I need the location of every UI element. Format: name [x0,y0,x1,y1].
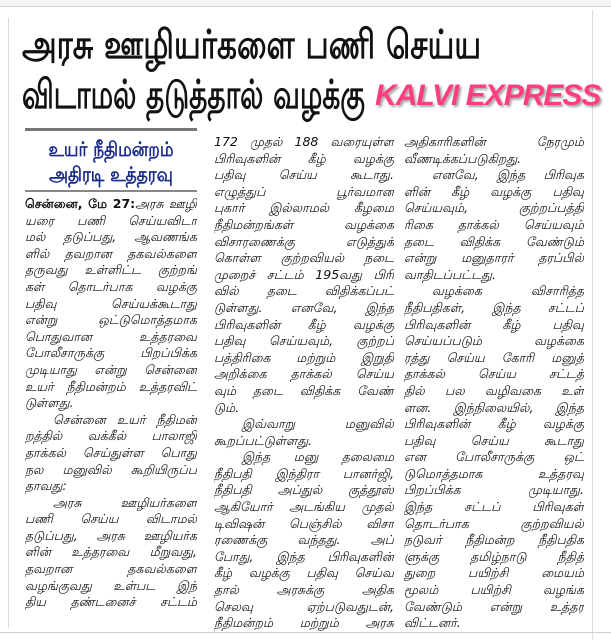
article-line: தில் பல வழிவகை உள் [404,382,584,398]
article-line: பத்திரிகை மற்றும் இறுதி [214,349,394,365]
article-line: விட்டனர். [404,615,461,631]
article-line: மூலம் பயிற்சி வழங்க [404,582,584,598]
article-line: முடியாது என்று சென்னை [25,361,197,377]
article-line: இவ்வாறு மனுவில் [242,416,394,432]
subheading-rule [25,128,197,131]
article-line: வாதிடப்பட்டது. [404,266,496,282]
article-line: டுமொத்தமாக உத்தரவு [404,465,584,481]
article-line: எனவே, இந்த பிரிவுக [432,167,584,183]
article-line [25,196,197,213]
article-line: 172 முதல் 188 வரையுள்ள [214,134,394,149]
subheading-line-1: உயர் நீதிமன்றம் [48,137,174,161]
headline-line-2: விடாமல் தடுத்தால் வழக்கு [22,72,365,118]
article-line: ரத்து செய்ய கோரி மனுத் [404,349,584,365]
subheading-bottom-rule [25,190,197,192]
article-line: ளுக்கு தமிழ்நாடு நீதித் [404,548,584,564]
article-line: துறை பயிற்சி மையம் [404,565,584,581]
article-line: ளின் கீழ் வழக்கு பதிவு [404,183,584,199]
article-line: நடுவர் நீதிமன்ற நீதிபதிக [404,532,584,548]
article-column-3 [404,134,584,632]
article-line: கள் தொடர்பாக வழக்கு [25,278,197,294]
article-column-2 [214,134,394,632]
article-line: புகார் இல்லாமல் கீழமை [214,200,394,216]
article-line: பதிவு செய்ய கூடாது. [214,167,394,183]
article-line: விசாரணைக்கு எடுத்துக் [214,233,394,249]
article-line: பணி செய்ய விடாமல் [25,511,197,527]
article-line: என போலீசாருக்கு ஒட் [404,449,584,465]
article-line: பொதுவான உத்தரவை [25,328,197,344]
article-line: இந்த மனு தலைமை [242,449,394,465]
article-line: திய தண்டனைச் சட்டம் [25,594,197,610]
article-line: செய்யவும், குற்றப்பத்தி [404,200,584,216]
article-line: கீழ் வழக்கு பதிவு செய்வ [214,565,394,581]
article-line: நீதிபதி அப்துல் குத்தூஸ் [214,482,394,498]
dateline: சென்னை, மே 27: [25,196,136,211]
article-line: வும் தடை விதிக்க வேண் [214,382,394,398]
article-line: டும். [214,399,240,415]
article-line-text: அரசு ஊழி [135,196,197,211]
article-line: ரணைக்கு வந்தது. அப் [214,532,394,548]
article-line: ரிகை தாக்கல் செய்யவும் [404,216,584,232]
article-line: நீதிபதி இந்திரா பானர்ஜி, [214,465,394,481]
article-line: பிரிவுகளின் கீழ் வழக்கு [214,150,394,166]
article-line: தொடர்பாக குற்றவியல் [404,515,584,531]
article-line: பதிவு செய்ய கூடாது [404,432,584,448]
article-line: எழுத்துப் பூர்வமான [214,183,394,199]
clipping-left-edge [8,18,9,628]
article-line: தாக்கல் செய்துள்ள பொது [25,444,197,460]
article-line: போலீசாருக்கு பிறப்பிக்க [25,345,197,361]
article-line: ளில் தவறான தகவல்களை [25,245,197,261]
article-line: செய்யப்படும் வழக்கை [404,333,584,349]
article-line: வழக்கை விசாரித்த [432,283,584,299]
article-line: தடுப்பது, அரசு ஊழியர்க [25,527,197,543]
article-line: மல் தடுப்பது, ஆவணங்க [25,229,197,245]
article-line: ஆகியோர் அடங்கிய முதல் [214,499,394,515]
article-line: அதிகாரிகளின் நேரமும் [404,134,584,149]
article-line: வில் தடை விதிக்கப்பட் [214,283,394,299]
article-line: தருவது உள்ளிட்ட குற்றங் [25,262,197,278]
article-line: வேண்டும் என்று உத்தர [404,598,584,614]
article-line: டுள்ளது. [25,395,74,411]
article-line: கொள்ள குற்றவியல் நடை [214,250,394,266]
article-line: என்று ஒட்டுமொத்தமாக [25,312,197,328]
article-line: றத்தில் வக்கீல் பாலாஜி [25,428,197,444]
article-line: அரசு ஊழியர்களை [53,494,197,510]
article-line: தாக்கல் செய்ய சட்டத் [404,366,584,382]
top-border [0,0,611,7]
article-line: வழங்குவது உள்பட இந் [25,577,197,593]
article-line: ளின் உத்தரவை மீறுவது, [25,544,197,560]
article-line: தால் அரசுக்கு அதிக [214,582,394,598]
article-line: பிரிவுகளின் கீழ் வழக்கு [404,416,584,432]
article-line: பிரிவுகளின் கீழ் வழக்கு [214,316,394,332]
article-line: செலவு ஏற்படுவதுடன், [214,598,394,614]
article-line: நீதிமன்றங்கள் வழக்கை [214,216,394,232]
article-line: என்று மனுதாரர் தரப்பில் [404,250,584,266]
article-line: டிவிஷன் பெஞ்சில் விசா [214,515,394,531]
article-line: போது, இந்த பிரிவுகளின் [214,548,394,564]
article-line: டுள்ளது. எனவே, இந்த [214,299,394,315]
article-column-1 [25,196,197,611]
article-line: நீதிமன்றம் மற்றும் அரசு [214,615,394,631]
article-line: இந்த சட்டப் பிரிவுகள் [404,499,584,515]
article-line: நீதிபதிகள், இந்த சட்டப் [404,299,584,315]
article-line: சென்னை உயர் நீதிமன் [53,411,197,427]
article-line: தவறான தகவல்களை [25,561,197,577]
article-line: பதிவு செய்யக்கூடாது [25,295,197,311]
article-line: கூறப்பட்டுள்ளது. [214,432,313,448]
article-line: பதிவு செய்யவும், குற்றப் [214,333,394,349]
article-line: முறைச் சட்டம் 195வது பிரி [214,266,394,282]
watermark-logo: KALVI EXPRESS [375,79,601,112]
article-line: பிறப்பிக்க முடியாது. [404,482,584,498]
article-line: தடை விதிக்க வேண்டும் [404,233,584,249]
article-line: வீணடிக்கப்படுகிறது. [404,150,522,166]
article-line: உயர் நீதிமன்றம் உத்தரவிட் [25,378,197,394]
article-line: தாவது: [25,478,67,494]
article-line: பிரிவுகளின் கீழ் பதிவு [404,316,584,332]
article-line: யரை பணி செய்யவிடா [25,212,197,228]
article-line: ளன. இந்நிலையில், இந்த [404,399,584,415]
bottom-border [0,632,611,633]
article-line: நல மனுவில் கூறியிருப்ப [25,461,197,477]
subheading-line-2: அதிரடி உத்தரவு [49,162,173,186]
headline-line-1: அரசு ஊழியர்களை பணி செய்ய [22,22,482,68]
article-line: அறிக்கை தாக்கல் செய்ய [214,366,394,382]
